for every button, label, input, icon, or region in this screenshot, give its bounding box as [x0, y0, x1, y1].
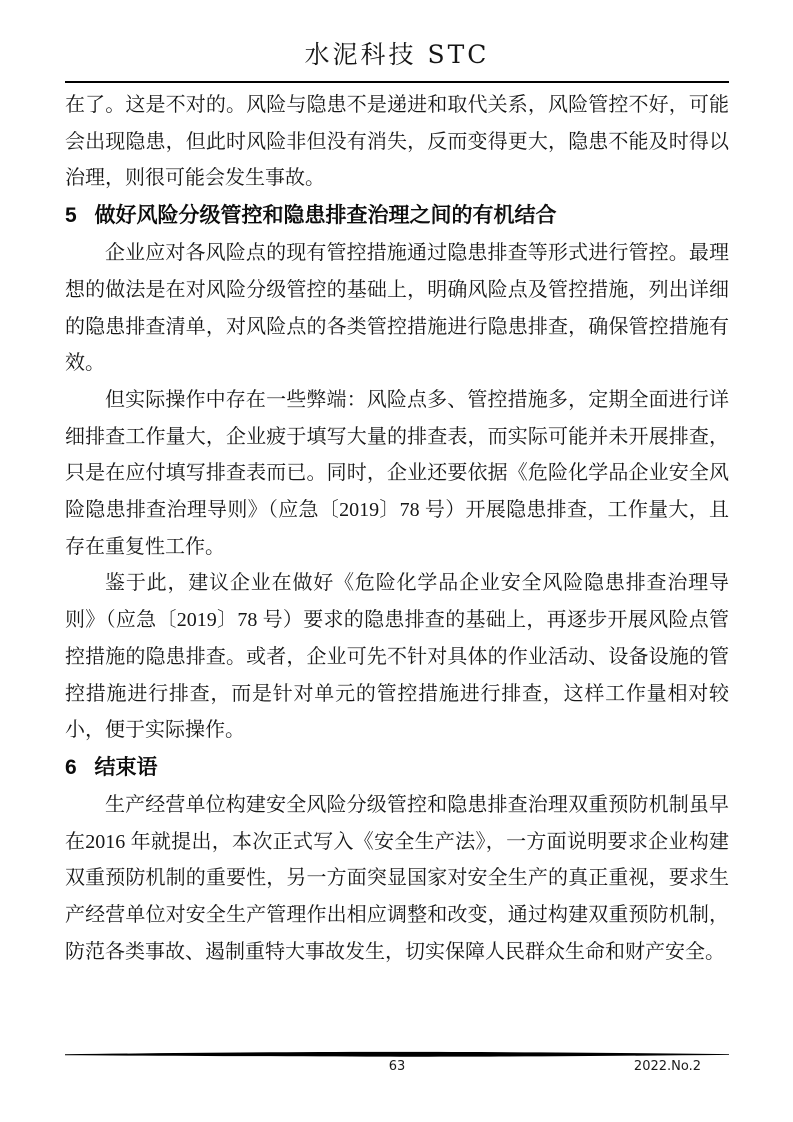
page-footer	[65, 1051, 729, 1079]
section-5-paragraph-3: 鉴于此，建议企业在做好《危险化学品企业安全风险隐患排查治理导则》（应急〔2019〕78 号）要求的隐患排查的基础上，再逐步开展风险点管控措施的隐患排查。或者，企业可先不针对具体的作业活动、设备设施的管控措施进行排查，而是针对单元的管控措施进行排查，这样工作量相对较小，便于实际操作。	[65, 572, 729, 742]
section-5-title: 做好风险分级管控和隐患排查治理之间的有机结合	[94, 204, 557, 228]
section-6-title: 结束语	[94, 755, 158, 779]
section-6-number: 6	[65, 755, 77, 779]
section-5-heading	[65, 198, 729, 234]
journal-title: 水泥科技 STC	[304, 40, 490, 69]
article-body	[65, 87, 729, 970]
issue-label: 2022.No.2	[633, 1059, 701, 1074]
section-6-paragraph-1: 生产经营单位构建安全风险分级管控和隐患排查治理双重预防机制虽早在2016 年就提出，本次正式写入《安全生产法》，一方面说明要求企业构建双重预防机制的重要性，另一方面突显国家对安全生产的真正重视，要求生产经营单位对安全生产管理作出相应调整和改变，通过构建双重预防机制，防范各类事故、遏制重特大事故发生，切实保障人民群众生命和财产安全。	[65, 793, 729, 963]
page-number: 63	[388, 1059, 406, 1074]
paragraph-continued: 在了。这是不对的。风险与隐患不是递进和取代关系，风险管控不好，可能会出现隐患，但此时风险非但没有消失，反而变得更大，隐患不能及时得以治理，则很可能会发生事故。	[65, 94, 729, 190]
footer-row	[65, 1059, 729, 1079]
header-rule	[65, 81, 729, 83]
section-5-number: 5	[65, 204, 77, 228]
section-6-heading	[65, 750, 729, 786]
section-5-paragraph-2: 但实际操作中存在一些弊端：风险点多、管控措施多，定期全面进行详细排查工作量大，企业疲于填写大量的排查表，而实际可能并未开展排查，只是在应付填写排查表而已。同时，企业还要依据《危险化学品企业安全风险隐患排查治理导则》（应急〔2019〕78 号）开展隐患排查，工作量大，且存在重复性工作。	[65, 388, 729, 558]
section-5-paragraph-1: 企业应对各风险点的现有管控措施通过隐患排查等形式进行管控。最理想的做法是在对风险分级管控的基础上，明确风险点及管控措施，列出详细的隐患排查清单，对风险点的各类管控措施进行隐患排查，确保管控措施有效。	[65, 242, 729, 375]
page-content	[65, 38, 729, 970]
footer-rule	[65, 1051, 729, 1058]
page-header	[65, 38, 729, 83]
